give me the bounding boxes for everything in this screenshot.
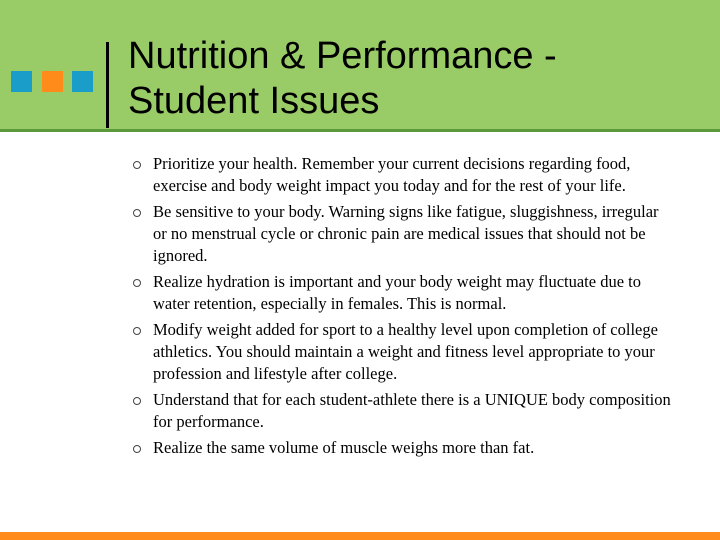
bullet-item bbox=[133, 153, 673, 197]
bullet-text: Be sensitive to your body. Warning signs like fatigue, sluggishness, irregular or no menstrual cycle or chronic pain are medical issues that should not be ignored. bbox=[153, 202, 659, 265]
bullet-item bbox=[133, 437, 673, 459]
bullet-text: Realize hydration is important and your body weight may fluctuate due to water retention, especially in females. This is normal. bbox=[153, 272, 641, 313]
hollow-circle-icon bbox=[133, 397, 141, 405]
hollow-circle-icon bbox=[133, 327, 141, 335]
slide-title-line-1: Nutrition & Performance - bbox=[128, 35, 557, 77]
bullet-item bbox=[133, 389, 673, 433]
slide-title-line-2: Student Issues bbox=[128, 80, 380, 122]
blue-square-decoration bbox=[72, 71, 93, 92]
slide-title bbox=[128, 34, 708, 124]
bullet-list bbox=[133, 153, 673, 463]
title-divider bbox=[106, 42, 109, 128]
bullet-item bbox=[133, 319, 673, 385]
bullet-text: Prioritize your health. Remember your current decisions regarding food, exercise and body weight impact you today and for the rest of your life. bbox=[153, 154, 631, 195]
blue-square-decoration bbox=[11, 71, 32, 92]
hollow-circle-icon bbox=[133, 161, 141, 169]
bullet-text: Realize the same volume of muscle weighs more than fat. bbox=[153, 438, 535, 457]
title-band bbox=[0, 0, 720, 132]
bullet-item bbox=[133, 271, 673, 315]
footer-accent-bar bbox=[0, 532, 720, 540]
hollow-circle-icon bbox=[133, 445, 141, 453]
bullet-text: Modify weight added for sport to a healthy level upon completion of college athletics. You should maintain a weight and fitness level appropriate to your profession and lifestyle after college. bbox=[153, 320, 658, 383]
orange-square-decoration bbox=[42, 71, 63, 92]
bullet-item bbox=[133, 201, 673, 267]
hollow-circle-icon bbox=[133, 279, 141, 287]
bullet-text: Understand that for each student-athlete there is a UNIQUE body composition for performance. bbox=[153, 390, 671, 431]
hollow-circle-icon bbox=[133, 209, 141, 217]
